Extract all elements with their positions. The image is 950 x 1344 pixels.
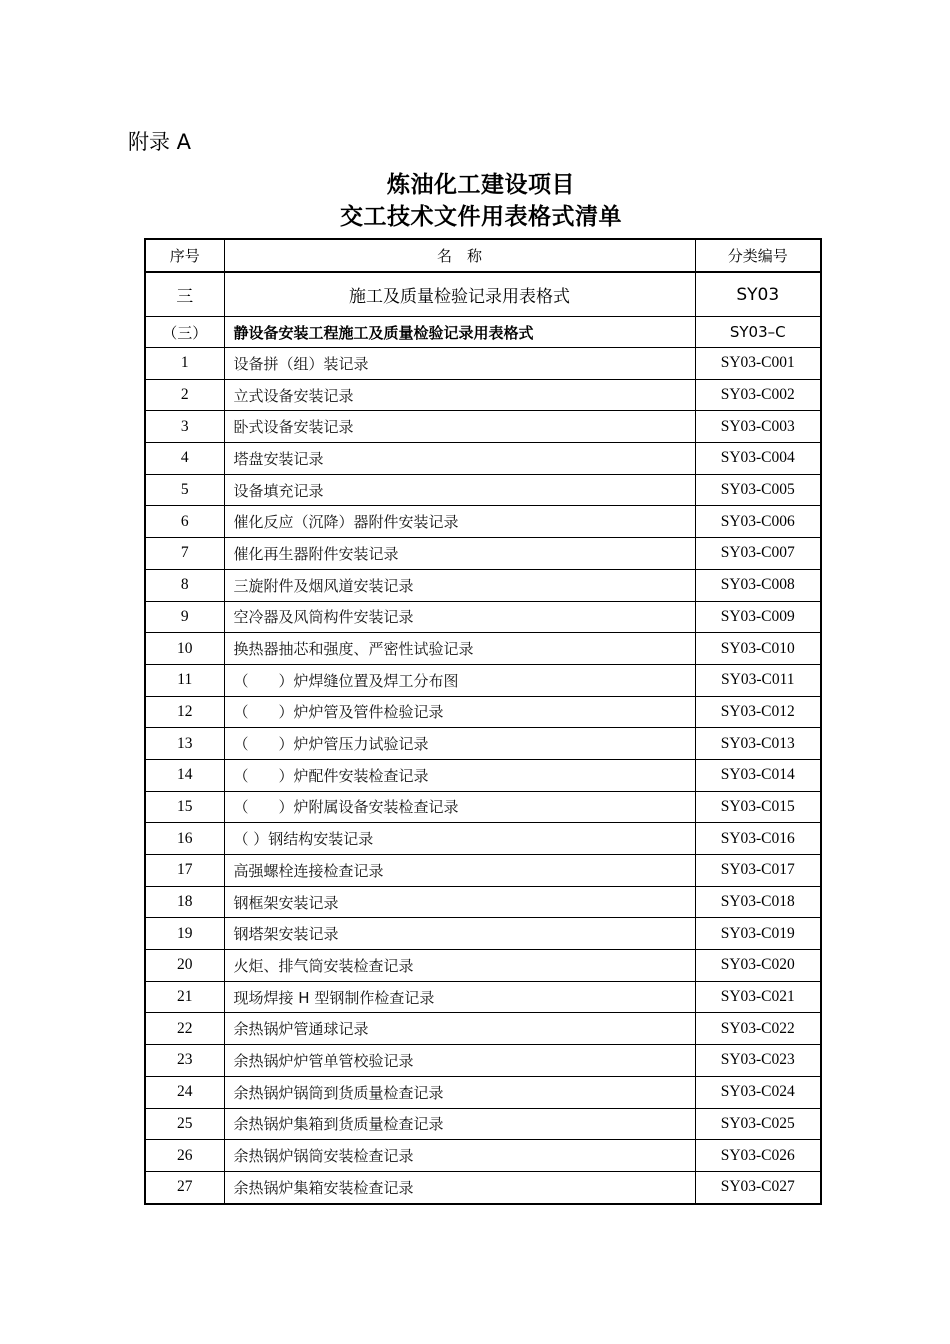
section-row [145, 272, 821, 317]
row-code: SY03-C008 [695, 569, 821, 601]
row-code: SY03-C025 [695, 1108, 821, 1140]
row-name: 余热锅炉锅筒安装检查记录 [224, 1140, 695, 1172]
row-index: 21 [145, 981, 224, 1013]
row-name: （ ）炉炉管压力试验记录 [224, 728, 695, 760]
row-index: 12 [145, 696, 224, 728]
table-row [145, 633, 821, 665]
row-name: 余热锅炉炉管单管校验记录 [224, 1045, 695, 1077]
row-code: SY03-C013 [695, 728, 821, 760]
row-index: 16 [145, 823, 224, 855]
row-index: 24 [145, 1076, 224, 1108]
table-row [145, 855, 821, 887]
row-name: 余热锅炉集箱到货质量检查记录 [224, 1108, 695, 1140]
table-row [145, 348, 821, 380]
row-name: 换热器抽芯和强度、严密性试验记录 [224, 633, 695, 665]
row-name: 现场焊接 H 型钢制作检查记录 [224, 981, 695, 1013]
row-code: SY03-C021 [695, 981, 821, 1013]
row-code: SY03-C006 [695, 506, 821, 538]
row-index: 5 [145, 474, 224, 506]
row-name: （ ）炉焊缝位置及焊工分布图 [224, 664, 695, 696]
row-code: SY03-C012 [695, 696, 821, 728]
row-index: 17 [145, 855, 224, 887]
document-title: 炼油化工建设项目 [387, 172, 575, 198]
row-index: 10 [145, 633, 224, 665]
row-index: 27 [145, 1171, 224, 1203]
row-index: 13 [145, 728, 224, 760]
section-name: 施工及质量检验记录用表格式 [224, 272, 695, 317]
table-row [145, 411, 821, 443]
row-index: 20 [145, 950, 224, 982]
row-index: 15 [145, 791, 224, 823]
table-row [145, 728, 821, 760]
row-code: SY03-C004 [695, 443, 821, 475]
table-row [145, 1171, 821, 1203]
row-index: 23 [145, 1045, 224, 1077]
table-row [145, 1045, 821, 1077]
row-name: （ ）炉配件安装检查记录 [224, 759, 695, 791]
section-code: SY03 [695, 272, 821, 317]
table-row [145, 664, 821, 696]
row-name: 三旋附件及烟风道安装记录 [224, 569, 695, 601]
row-index: 18 [145, 886, 224, 918]
row-name: 催化再生器附件安装记录 [224, 538, 695, 570]
row-index: 26 [145, 1140, 224, 1172]
table-row [145, 950, 821, 982]
document-subtitle: 交工技术文件用表格式清单 [340, 204, 622, 230]
row-index: 6 [145, 506, 224, 538]
row-name: 设备拼（组）装记录 [224, 348, 695, 380]
row-code: SY03-C010 [695, 633, 821, 665]
table-row [145, 506, 821, 538]
row-index: 8 [145, 569, 224, 601]
row-name: 催化反应（沉降）器附件安装记录 [224, 506, 695, 538]
row-code: SY03-C002 [695, 379, 821, 411]
row-code: SY03-C015 [695, 791, 821, 823]
table-row [145, 759, 821, 791]
row-code: SY03-C022 [695, 1013, 821, 1045]
table-row [145, 538, 821, 570]
row-name: 设备填充记录 [224, 474, 695, 506]
row-index: 7 [145, 538, 224, 570]
table-row [145, 1076, 821, 1108]
subsection-index: （三） [145, 317, 224, 348]
row-code: SY03-C027 [695, 1171, 821, 1203]
appendix-label: 附录 A [128, 130, 192, 154]
row-name: 余热锅炉锅筒到货质量检查记录 [224, 1076, 695, 1108]
row-name: （ ）炉炉管及管件检验记录 [224, 696, 695, 728]
row-code: SY03-C005 [695, 474, 821, 506]
table-row [145, 1108, 821, 1140]
subsection-name: 静设备安装工程施工及质量检验记录用表格式 [224, 317, 695, 348]
row-code: SY03-C003 [695, 411, 821, 443]
row-code: SY03-C014 [695, 759, 821, 791]
row-code: SY03-C018 [695, 886, 821, 918]
table-row [145, 823, 821, 855]
row-code: SY03-C024 [695, 1076, 821, 1108]
row-name: 钢塔架安装记录 [224, 918, 695, 950]
table-row [145, 1140, 821, 1172]
table-row [145, 569, 821, 601]
subsection-row [145, 317, 821, 348]
row-name: 塔盘安装记录 [224, 443, 695, 475]
row-index: 22 [145, 1013, 224, 1045]
row-name: 空冷器及风筒构件安装记录 [224, 601, 695, 633]
row-index: 11 [145, 664, 224, 696]
row-code: SY03-C020 [695, 950, 821, 982]
row-code: SY03-C017 [695, 855, 821, 887]
row-name: （ ）炉附属设备安装检查记录 [224, 791, 695, 823]
row-code: SY03-C026 [695, 1140, 821, 1172]
row-name: 火炬、排气筒安装检查记录 [224, 950, 695, 982]
row-name: 余热锅炉管通球记录 [224, 1013, 695, 1045]
section-index: 三 [145, 272, 224, 317]
table-row [145, 443, 821, 475]
row-index: 25 [145, 1108, 224, 1140]
row-name: （ ）钢结构安装记录 [224, 823, 695, 855]
row-code: SY03-C011 [695, 664, 821, 696]
row-code: SY03-C019 [695, 918, 821, 950]
table-row [145, 1013, 821, 1045]
table-row [145, 918, 821, 950]
row-code: SY03-C009 [695, 601, 821, 633]
row-index: 2 [145, 379, 224, 411]
row-index: 4 [145, 443, 224, 475]
form-list-table [144, 238, 822, 1205]
row-name: 立式设备安装记录 [224, 379, 695, 411]
row-name: 钢框架安装记录 [224, 886, 695, 918]
table-row [145, 791, 821, 823]
table-row [145, 696, 821, 728]
row-name: 高强螺栓连接检查记录 [224, 855, 695, 887]
row-index: 9 [145, 601, 224, 633]
subsection-code: SY03–C [695, 317, 821, 348]
row-code: SY03-C023 [695, 1045, 821, 1077]
row-name: 余热锅炉集箱安装检查记录 [224, 1171, 695, 1203]
row-index: 14 [145, 759, 224, 791]
table-row [145, 379, 821, 411]
table-header-row [145, 239, 821, 272]
row-index: 19 [145, 918, 224, 950]
header-code: 分类编号 [695, 239, 821, 272]
header-index: 序号 [145, 239, 224, 272]
row-index: 1 [145, 348, 224, 380]
row-name: 卧式设备安装记录 [224, 411, 695, 443]
header-name: 名 称 [224, 239, 695, 272]
row-index: 3 [145, 411, 224, 443]
table-row [145, 981, 821, 1013]
row-code: SY03-C016 [695, 823, 821, 855]
table-row [145, 601, 821, 633]
table-row [145, 886, 821, 918]
row-code: SY03-C007 [695, 538, 821, 570]
row-code: SY03-C001 [695, 348, 821, 380]
table-row [145, 474, 821, 506]
